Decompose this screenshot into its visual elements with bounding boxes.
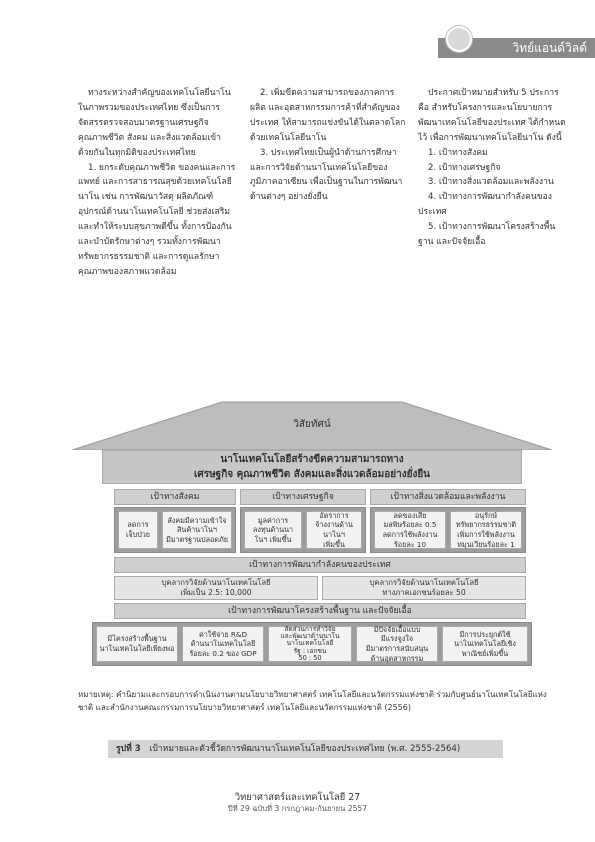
footer-issue-info: ปีที่ 29 ฉบับที่ 3 กรกฎาคม-กันยายน 2557 xyxy=(227,804,368,813)
paragraph: ทางระหว่างสำคัญของเทคโนโลยีนาโนในภาพรวมของประเทศไทย ซึ่งเป็นการจัดสรรตรวจสอบมาตรฐานเศรษฐกิจ คุณภาพชีวิต สังคม และสิ่งแวดล้อมเข้าด้วยกันในทุกมิติของประเทศไทย xyxy=(78,88,231,158)
environment-cell: อนุรักษ์ ทรัพยากรธรรมชาติ เพิ่มการใช้พลังงาน หมุนเวียนร้อยละ 1 xyxy=(450,511,522,549)
caption-text: เป้าหมายและตัวชี้วัดการพัฒนานาโนเทคโนโลยีของประเทศไทย (พ.ศ. 2555-2564) xyxy=(149,744,461,754)
social-cell: ลดการ เจ็บป่วย xyxy=(118,511,158,549)
paragraph: ประกาศเป้าหมายสำหรับ 5 ประการ คือ สำหรับโครงการและนโยบายการพัฒนาเทคโนโลยีของประเทศ ได้กำหนดไว้ เพื่อการพัฒนาเทคโนโลยีนาโน ดังนี้ xyxy=(418,88,566,143)
manpower-left-box xyxy=(114,576,318,600)
manpower-right-line: ทางภาคเอกชนร้อยละ 50 xyxy=(382,588,466,597)
manpower-left-line: เพิ่มเป็น 2.5: 10,000 xyxy=(180,588,252,597)
manpower-right-line: บุคลากรวิจัยด้านนาโนเทคโนโลยี xyxy=(369,578,479,587)
figure-note: หมายเหตุ: คำนิยามและกรอบการดำเนินงานตามนโยบายวิทยาศาสตร์ เทคโนโลยีและนวัตกรรมแห่งชาติ ร่วมกับศูนย์นาโนเทคโนโลยีแห่งชาติ และสำนักงานคณะกรรมการนโยบายวิทยาศาสตร์ เทคโนโลยีและนวัตกรรมแห่งชาติ (2556) xyxy=(78,690,547,712)
goal-social-header: เป้าทางสังคม xyxy=(114,489,236,505)
goal-list-item: 5. เป้าทางการพัฒนาโครงสร้างพื้นฐาน และปัจจัยเอื้อ xyxy=(418,222,556,248)
text-column-1 xyxy=(78,86,236,280)
vision-statement xyxy=(102,450,522,484)
vision-heading: วิสัยทัศน์ xyxy=(293,419,331,430)
goal-list-item: 2. เป้าทางเศรษฐกิจ xyxy=(428,162,501,173)
vision-line: นาโนเทคโนโลยีสร้างขีดความสามารถทาง xyxy=(220,454,404,465)
infrastructure-cell: มีโครงสร้างพื้นฐาน นาโนเทคโนโลยีเพียงพอ xyxy=(96,626,178,662)
paragraph: 1. ยกระดับคุณภาพชีวิต ของคนและการแพทย์ และการสาธารณสุขด้วยเทคโนโลยีนาโน เช่น การพัฒนาวัสดุ ผลิตภัณฑ์อุปกรณ์ด้านนาโนเทคโนโลยี ช่วยส่งเสริมและทำให้ระบบสุขภาพดีขึ้น ทั้งการป้องกันและบำบัดรักษาต่างๆ รวมทั้งการพัฒนาทรัพยากรธรรมชาติ และการดูแลรักษาคุณภาพของสภาพแวดล้อม xyxy=(78,162,236,277)
social-cell: สังคมมีความเข้าใจ สินค้านาโนฯ มีมาตรฐานปลอดภัย xyxy=(162,511,232,549)
infrastructure-cell: สัดส่วนการทำวิจัย และพัฒนาด้านนาโน นาโนเทคโนโลยี รัฐ : เอกชน 50 : 50 xyxy=(268,626,352,662)
goals-diagram xyxy=(72,400,552,668)
infrastructure-cell: ค่าใช้จ่าย R&D ด้านนาโนเทคโนโลยี ร้อยละ 0.2 ของ GDP xyxy=(182,626,264,662)
economic-cell: อัตราการ จ้างงานด้าน นาโนฯ เพิ่มขึ้น xyxy=(306,511,362,549)
text-column-3 xyxy=(418,86,568,250)
economic-cell: มูลค่าการ ลงทุนด้านนา โนฯ เพิ่มขึ้น xyxy=(244,511,302,549)
caption-label: รูปที่ 3 xyxy=(116,744,141,754)
goal-environment-header: เป้าทางสิ่งแวดล้อมและพลังงาน xyxy=(370,489,526,505)
infrastructure-cell: มีปัจจัยเอื้อแบบ มีแรงจูงใจ มีมาตรการสนับสนุน ด้านอุตสาหกรรม xyxy=(356,626,438,662)
manpower-right-box xyxy=(322,576,526,600)
section-title: วิทย์แอนด์วิลด์ xyxy=(512,41,587,55)
goal-infrastructure-header: เป้าทางการพัฒนาโครงสร้างพื้นฐาน และปัจจัยเอื้อ xyxy=(114,603,526,619)
paragraph: 2. เพิ่มขีดความสามารถของภาคการผลิต และอุตสาหกรรมการค้าที่สำคัญของประเทศ ให้สามารถแข่งขันได้ในตลาดโลก ด้วยเทคโนโลยีนาโน xyxy=(250,88,406,143)
goal-manpower-header: เป้าทางการพัฒนากำลังคนของประเทศ xyxy=(114,557,526,573)
text-column-2 xyxy=(250,86,408,205)
goal-list-item: 3. เป้าทางสิ่งแวดล้อมและพลังงาน xyxy=(428,177,554,188)
figure-caption xyxy=(108,740,503,758)
paragraph: 3. ประเทศไทยเป็นผู้นำด้านการศึกษาและการวิจัยด้านนาโนเทคโนโลยีของภูมิภาคอาเซียน เพื่อเป็นฐานในการพัฒนาด้านต่างๆ อย่างยั่งยืน xyxy=(250,147,403,203)
goal-economic-header: เป้าทางเศรษฐกิจ xyxy=(240,489,366,505)
footer-journal-title: วิทยาศาสตร์และเทคโนโลยี 27 xyxy=(234,792,361,803)
manpower-left-line: บุคลากรวิจัยด้านนาโนเทคโนโลยี xyxy=(161,578,271,587)
goal-list-item: 4. เป้าทางการพัฒนากำลังคนของประเทศ xyxy=(418,192,552,218)
environment-cell: ลดของเสีย มลพิษร้อยละ 0.5 ลดการใช้พลังงาน ร้อยละ 10 xyxy=(374,511,446,549)
infrastructure-cell: มีการประยุกต์ใช้ นาโนเทคโนโลยีเชิง พาณิชย์เพิ่มขึ้น xyxy=(442,626,528,662)
goal-list-item: 1. เป้าทางสังคม xyxy=(428,147,488,158)
vision-line: เศรษฐกิจ คุณภาพชีวิต สังคมและสิ่งแวดล้อมอย่างยั่งยืน xyxy=(193,469,431,480)
